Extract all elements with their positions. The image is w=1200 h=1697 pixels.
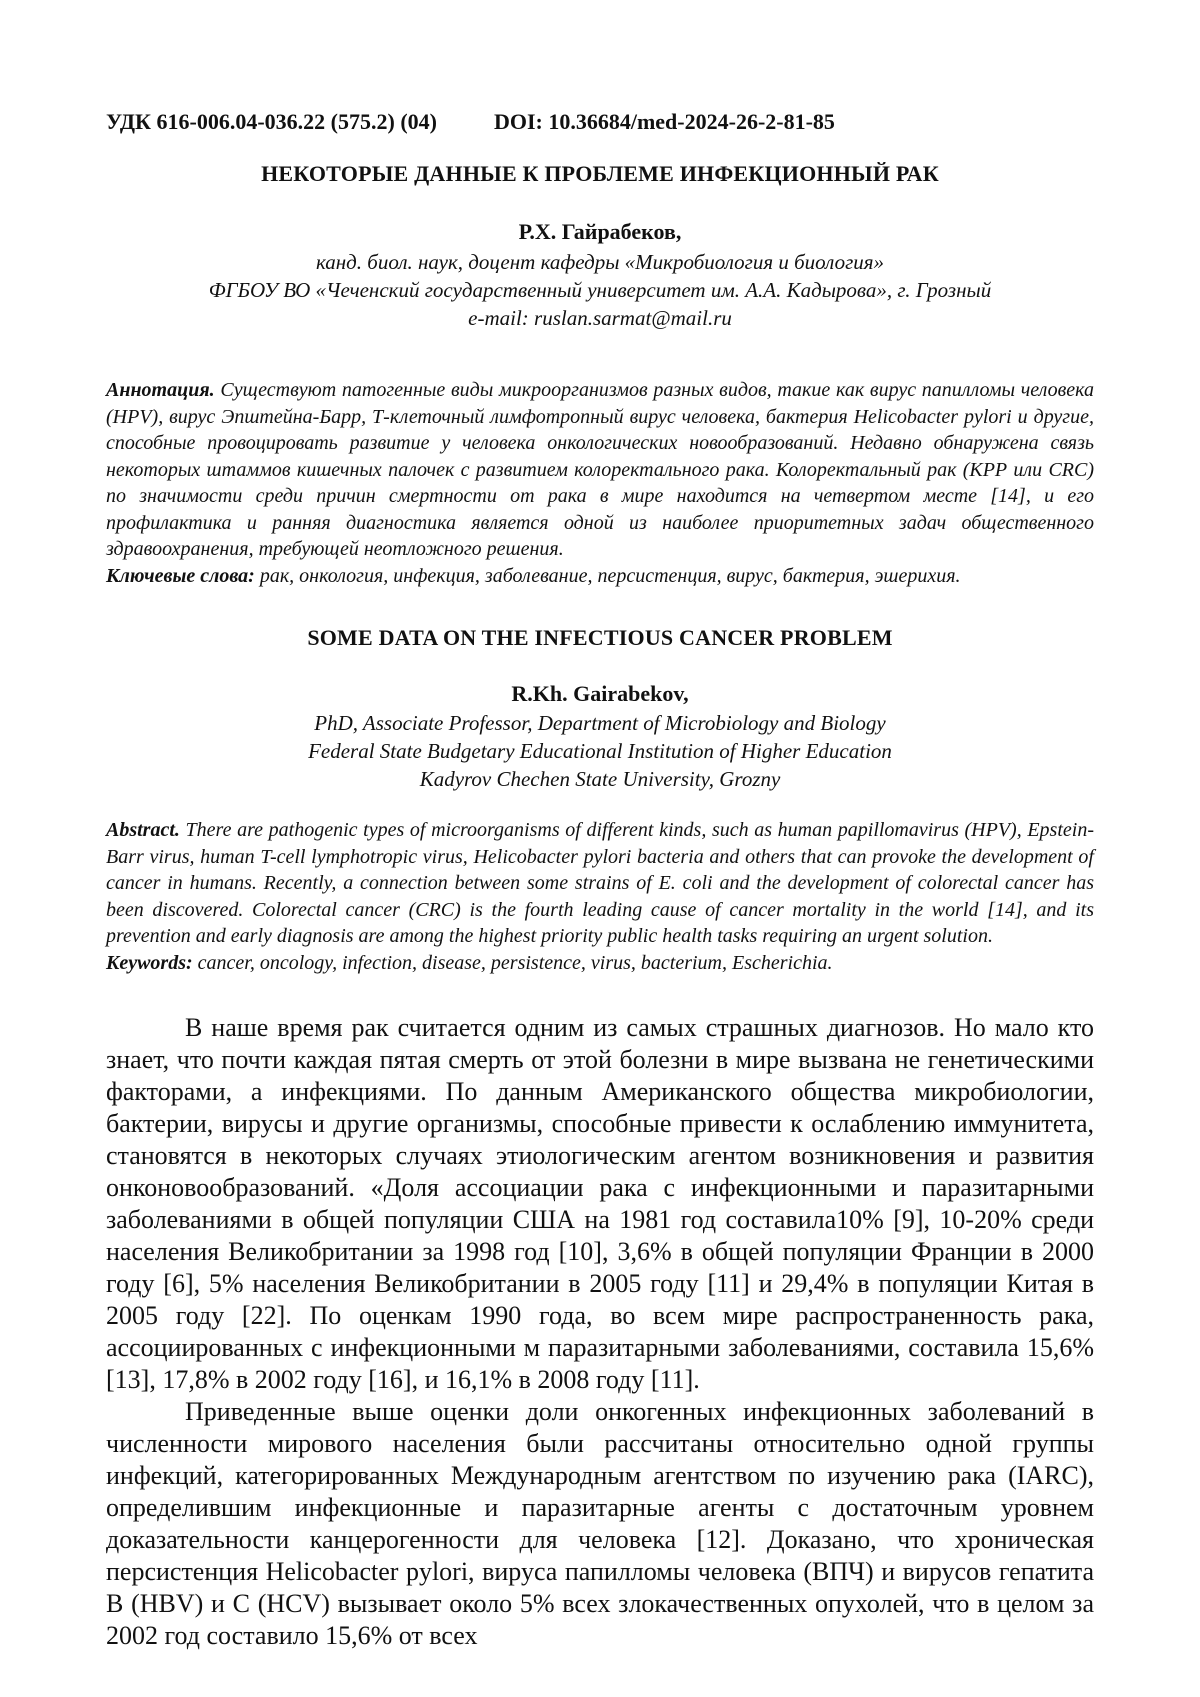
doi-code: DOI: 10.36684/med-2024-26-2-81-85 [493, 109, 835, 134]
en-abstract-label: Abstract. [106, 819, 180, 841]
ru-abstract [106, 377, 1094, 563]
en-affiliation-university: Kadyrov Chechen State University, Grozny [419, 767, 781, 791]
ru-abstract-label: Аннотация. [106, 379, 215, 401]
ru-author-email: e-mail: ruslan.sarmat@mail.ru [468, 306, 732, 330]
en-abstract-text: There are pathogenic types of microorganisms of different kinds, such as human papillomavirus (HPV), Epstein-Barr virus, human T-cell lymphotropic virus, Helicobacter pylori bacteria and others that can provoke the development of cancer in humans. Recently, a connection between some strains of E. coli and the development of colorectal cancer has been discovered. Colorectal cancer (CRC) is the fourth leading cause of cancer mortality in the world [14], and its prevention and early diagnosis are among the highest priority public health tasks requiring an urgent solution. [106, 819, 1094, 947]
udk-code: УДК 616-006.04-036.22 (575.2) (04) [106, 109, 437, 134]
ru-keywords [106, 563, 1094, 590]
ru-affiliation-degree: канд. биол. наук, доцент кафедры «Микробиология и биология» [315, 250, 885, 274]
en-keywords [106, 950, 1094, 977]
ru-keywords-text: рак, онкология, инфекция, заболевание, персистенция, вирус, бактерия, эшерихия. [259, 564, 961, 587]
ru-keywords-label: Ключевые слова: [106, 564, 255, 587]
ru-affiliation-university: ФГБОУ ВО «Чеченский государственный университет им. А.А. Кадырова», г. Грозный [208, 278, 992, 302]
en-author-name: R.Kh. Gairabekov, [511, 681, 689, 706]
en-affiliation [106, 709, 1094, 793]
en-abstract [106, 817, 1094, 950]
document-header [106, 108, 1094, 136]
ru-author-name: Р.Х. Гайрабеков, [518, 219, 682, 244]
en-affiliation-institution: Federal State Budgetary Educational Institution of Higher Education [308, 739, 892, 763]
en-article-title: SOME DATA ON THE INFECTIOUS CANCER PROBLEM [307, 625, 893, 650]
en-affiliation-position: PhD, Associate Professor, Department of Microbiology and Biology [314, 711, 886, 735]
en-keywords-text: cancer, oncology, infection, disease, persistence, virus, bacterium, Escherichia. [197, 951, 833, 974]
ru-affiliation [106, 248, 1094, 332]
ru-article-title: НЕКОТОРЫЕ ДАННЫЕ К ПРОБЛЕМЕ ИНФЕКЦИОННЫЙ РАК [261, 161, 939, 186]
en-keywords-label: Keywords: [106, 951, 193, 974]
body-paragraph-1: В наше время рак считается одним из самых страшных диагнозов. Но мало кто знает, что почти каждая пятая смерть от этой болезни в мире вызвана не генетическими факторами, а инфекциями. По данным Американского общества микробиологии, бактерии, вирусы и другие организмы, способные привести к ослаблению иммунитета, становятся в некоторых случаях этиологическим агентом возникновения и развития онконовообразований. «Доля ассоциации рака с инфекционными и паразитарными заболеваниями в общей популяции США на 1981 год составила10% [9], 10-20% среди населения Великобритании за 1998 год [10], 3,6% в общей популяции Франции в 2000 году [6], 5% населения Великобритании в 2005 году [11] и 29,4% в популяции Китая в 2005 году [22]. По оценкам 1990 года, во всем мире распространенность рака, ассоциированных с инфекционными м паразитарными заболеваниями, составила 15,6% [13], 17,8% в 2002 году [16], и 16,1% в 2008 году [11]. [106, 1013, 1094, 1394]
body-paragraph-2: Приведенные выше оценки доли онкогенных инфекционных заболеваний в численности мирового населения были рассчитаны относительно одной группы инфекций, категорированных Международным агентством по изучению рака (IARC), определившим инфекционные и паразитарные агенты с достаточным уровнем доказательности канцерогенности для человека [12]. Доказано, что хроническая персистенция Helicobacter pylori, вируса папилломы человека (ВПЧ) и вирусов гепатита B (HBV) и C (HCV) вызывает около 5% всех злокачественных опухолей, что в целом за 2002 год составило 15,6% от всех [106, 1397, 1094, 1650]
ru-abstract-text: Существуют патогенные виды микроорганизмов разных видов, такие как вирус папилломы человека (HPV), вирус Эпштейна-Барр, Т-клеточный лимфотропный вирус человека, бактерия Helicobacter pylori и другие, способные провоцировать развитие у человека онкологических новообразований. Недавно обнаружена связь некоторых штаммов кишечных палочек с развитием колоректального рака. Колоректальный рак (КРР или CRC) по значимости среди причин смертности от рака в мире находится на четвертом месте [14], и его профилактика и ранняя диагностика является одной из наиболее приоритетных задач общественного здравоохранения, требующей неотложного решения. [106, 379, 1095, 560]
